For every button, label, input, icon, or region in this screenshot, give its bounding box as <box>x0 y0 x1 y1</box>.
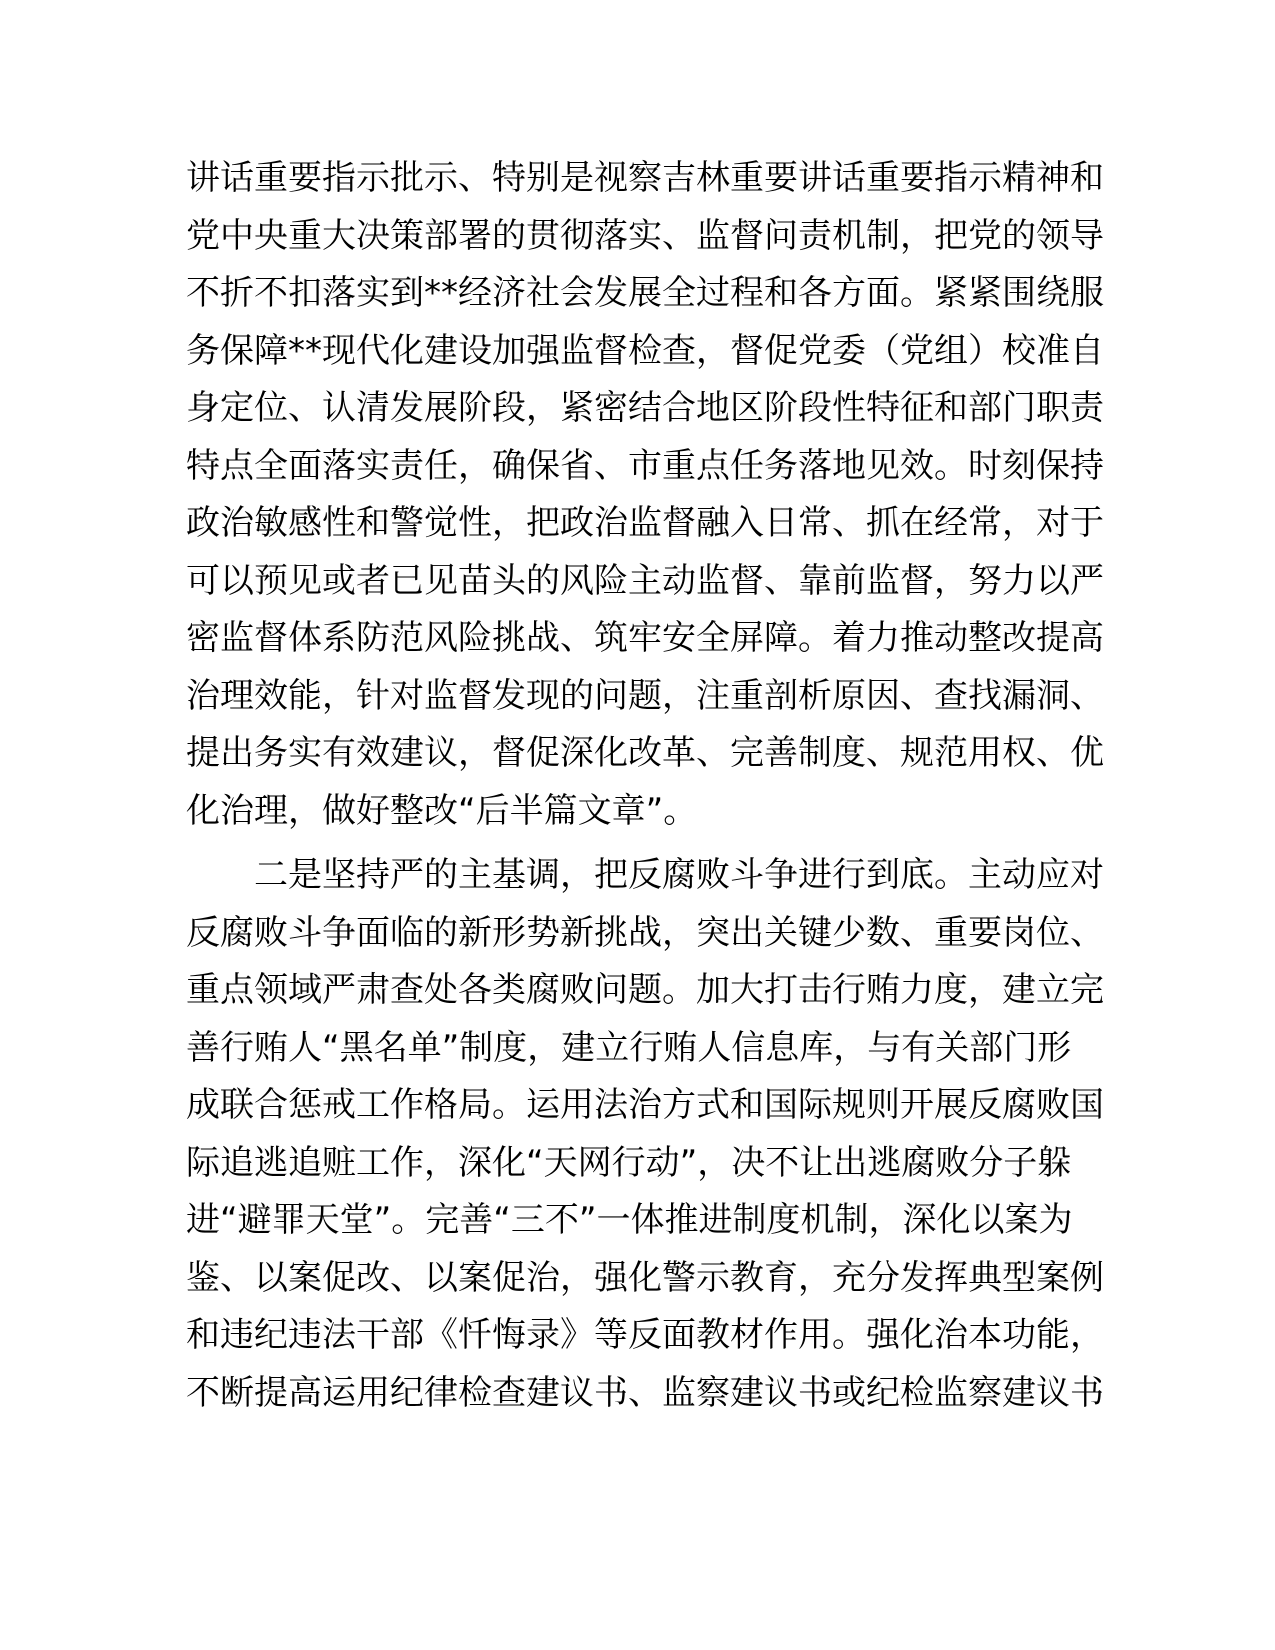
paragraph-2 <box>186 847 1104 1422</box>
text-line: 务保障**现代化建设加强监督检查，督促党委（党组）校准自 <box>186 330 1104 371</box>
text-line: 身定位、认清发展阶段，紧密结合地区阶段性特征和部门职责 <box>186 388 1104 428</box>
text-line: 密监督体系防范风险挑战、筑牢安全屏障。着力推动整改提高 <box>186 618 1104 658</box>
text-line: 和违纪违法干部《忏悔录》等反面教材作用。强化治本功能， <box>186 1315 1104 1355</box>
text-line: 成联合惩戒工作格局。运用法治方式和国际规则开展反腐败国 <box>186 1085 1104 1125</box>
text-line: 反腐败斗争面临的新形势新挑战，突出关键少数、重要岗位、 <box>186 912 1104 953</box>
text-line-indented: 二是坚持严的主基调，把反腐败斗争进行到底。主动应对 <box>254 855 1104 895</box>
text-line: 鉴、以案促改、以案促治，强化警示教育，充分发挥典型案例 <box>186 1257 1104 1298</box>
text-line: 可以预见或者已见苗头的风险主动监督、靠前监督，努力以严 <box>186 560 1104 601</box>
text-line: 政治敏感性和警觉性，把政治监督融入日常、抓在经常，对于 <box>186 503 1104 543</box>
text-line: 进“避罪天堂”。完善“三不”一体推进制度机制，深化以案为 <box>186 1200 1073 1240</box>
text-line: 特点全面落实责任，确保省、市重点任务落地见效。时刻保持 <box>186 445 1104 486</box>
document-body <box>186 150 1104 1422</box>
text-line: 治理效能，针对监督发现的问题，注重剖析原因、查找漏洞、 <box>186 675 1104 716</box>
text-line: 提出务实有效建议，督促深化改革、完善制度、规范用权、优 <box>186 733 1104 773</box>
paragraph-spacer <box>186 840 1091 847</box>
text-line: 不断提高运用纪律检查建议书、监察建议书或纪检监察建议书 <box>186 1372 1104 1413</box>
text-line: 善行贿人“黑名单”制度，建立行贿人信息库，与有关部门形 <box>186 1027 1072 1068</box>
paragraph-1 <box>186 150 1104 840</box>
text-line: 际追逃追赃工作，深化“天网行动”，决不让出逃腐败分子躲 <box>186 1142 1072 1183</box>
text-line: 化治理，做好整改“后半篇文章”。 <box>186 790 698 831</box>
text-line: 重点领域严肃查处各类腐败问题。加大打击行贿力度，建立完 <box>186 970 1104 1010</box>
text-line: 党中央重大决策部署的贯彻落实、监督问责机制，把党的领导 <box>186 215 1104 256</box>
text-line: 不折不扣落实到**经济社会发展全过程和各方面。紧紧围绕服 <box>186 273 1104 313</box>
text-line: 讲话重要指示批示、特别是视察吉林重要讲话重要指示精神和 <box>186 158 1104 198</box>
